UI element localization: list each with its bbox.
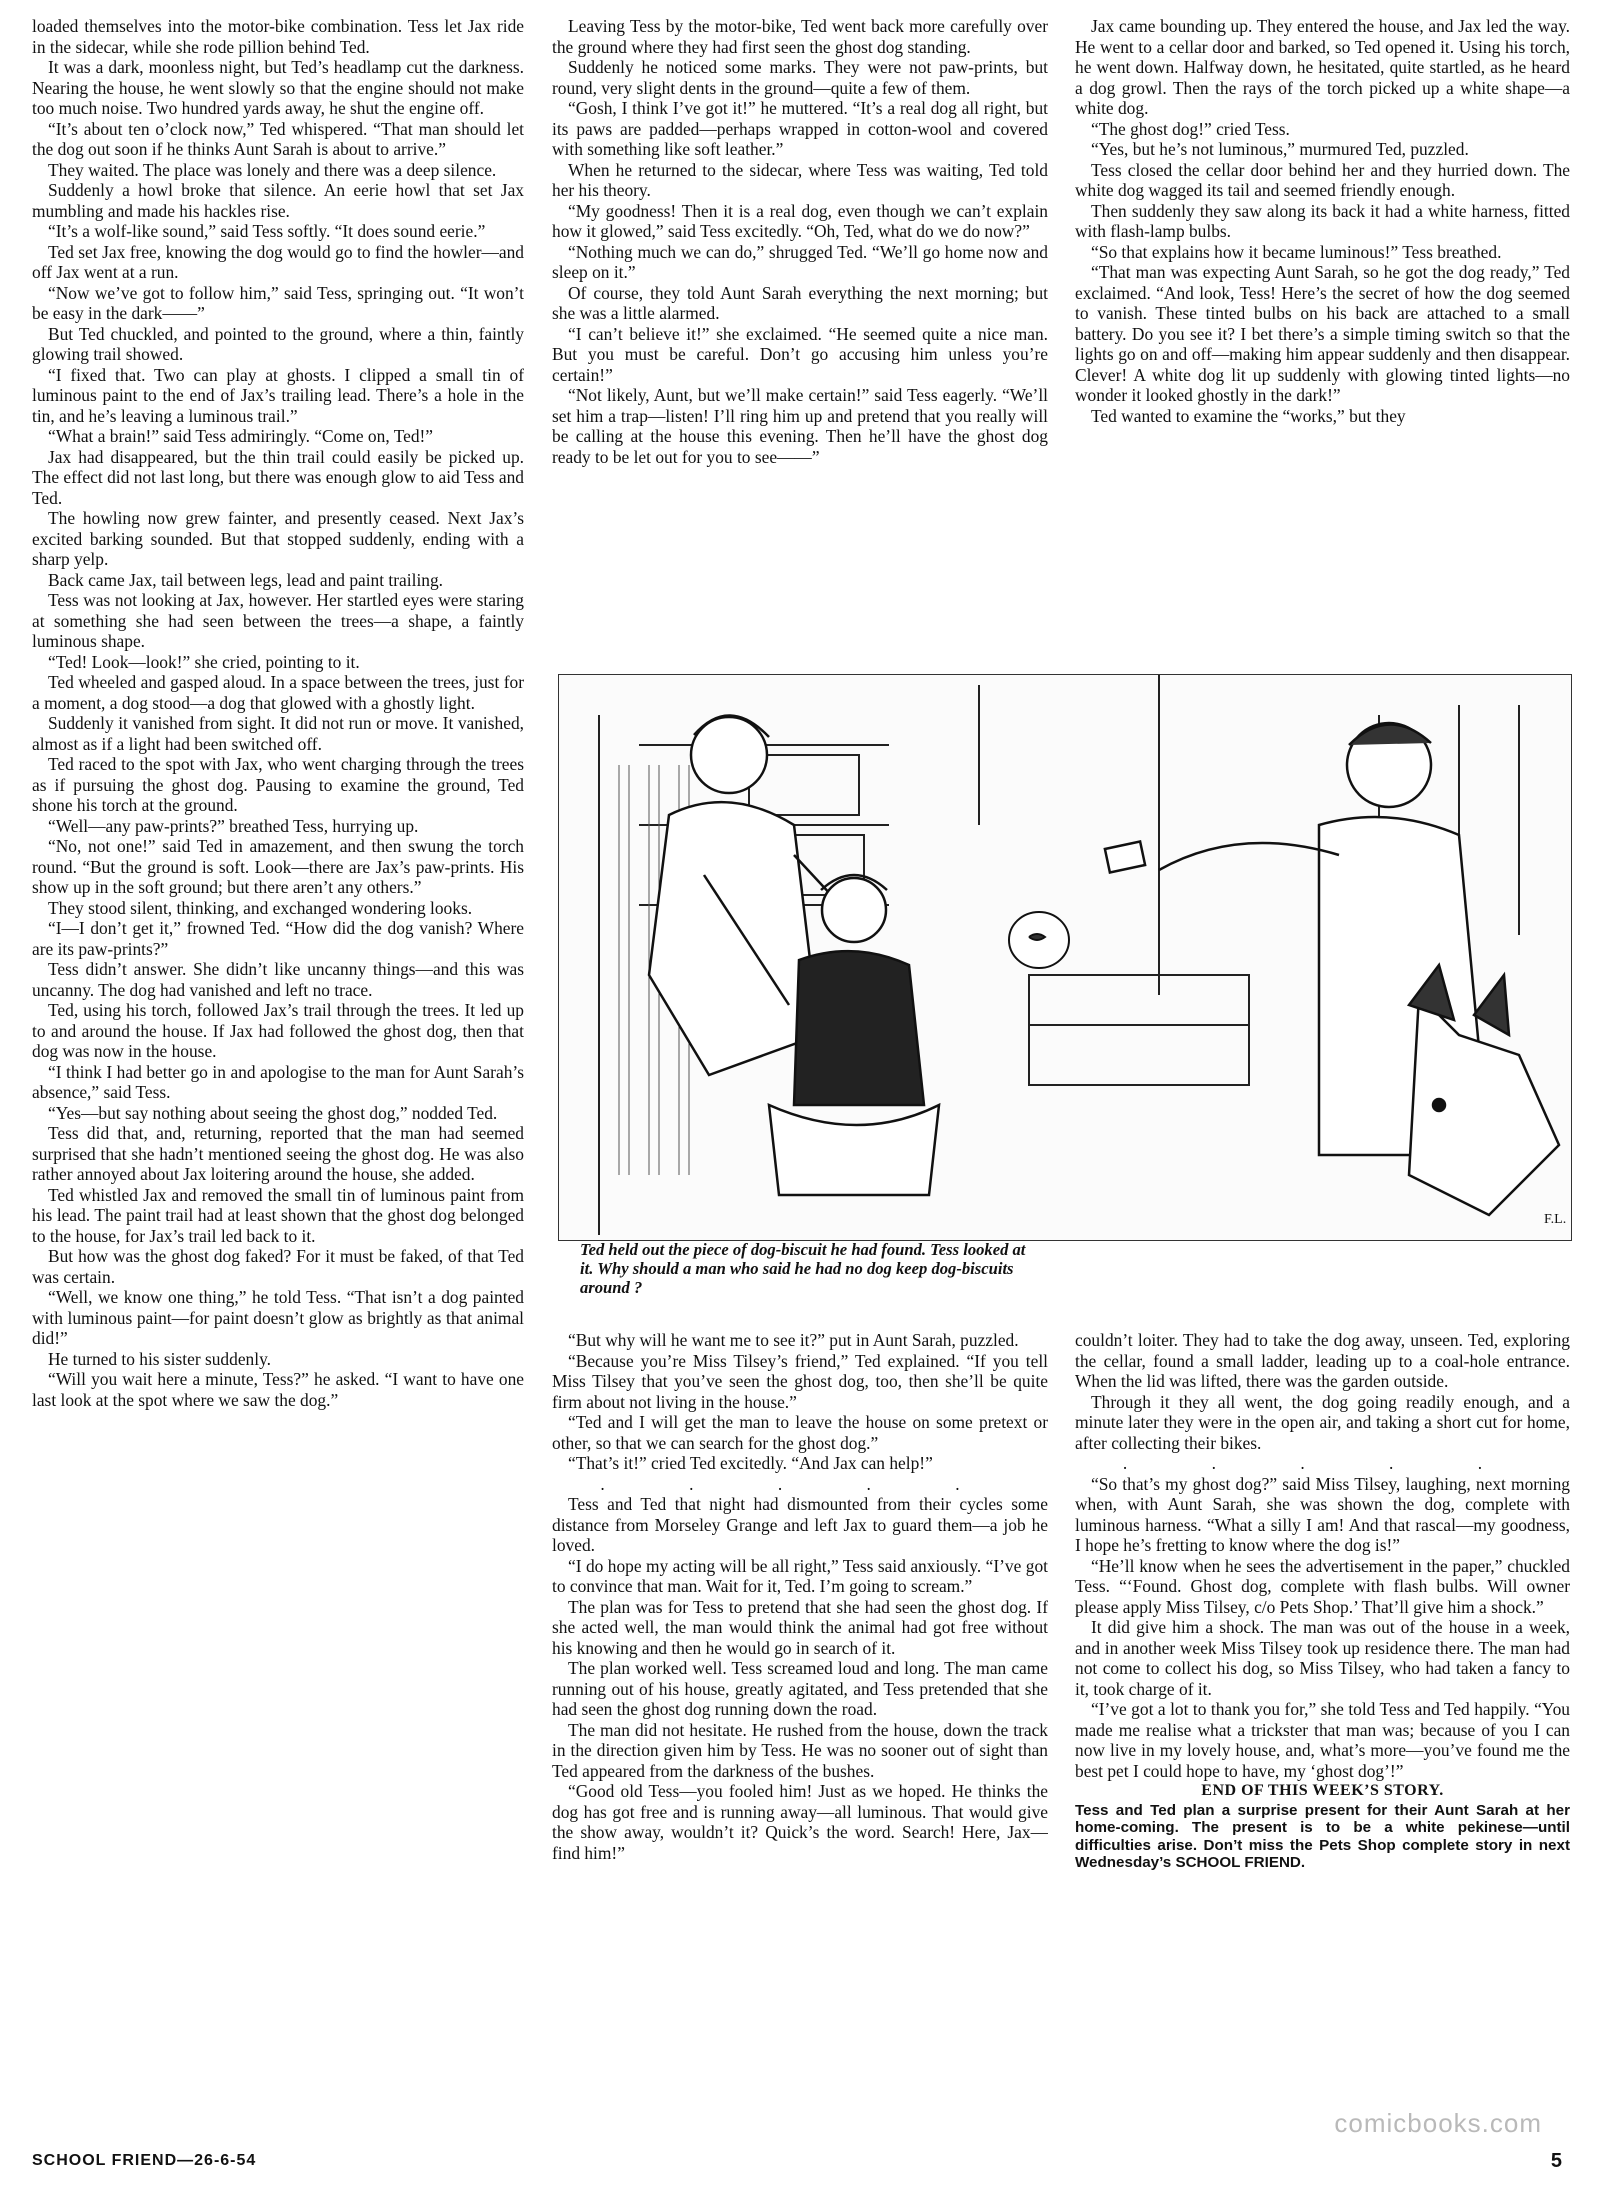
paragraph: “Well, we know one thing,” he told Tess. “That isn’t a dog painted with luminous paint—for paint doesn’t glow as brightly as that animal did!” [32, 1287, 524, 1348]
story-column-2-bottom [552, 1330, 1048, 2140]
paragraph: “Gosh, I think I’ve got it!” he muttered. “It’s a real dog all right, but its paws are padded—perhaps wrapped in cotton-wool and covered with something like soft leather.” [552, 98, 1048, 159]
next-week-teaser: Tess and Ted plan a surprise present for their Aunt Sarah at her home-coming. The present is to be a white pekinese—until difficulties arise. Don’t miss the Pets Shop complete story in next Wednesday’s SCHOOL FRIEND. [1075, 1801, 1570, 1871]
paragraph: Ted wanted to examine the “works,” but they [1091, 405, 1406, 426]
story-column-3-top [1075, 16, 1570, 672]
paragraph: Then suddenly they saw along its back it had a white harness, fitted with flash-lamp bulbs. [1075, 200, 1570, 241]
paragraph: “That’s it!” cried Ted excitedly. “And Jax can help!” [568, 1453, 933, 1473]
paragraph: couldn’t loiter. They had to take the dog away, unseen. Ted, exploring the cellar, found a small ladder, leading up to a coal-hole entrance. When the lid was lifted, there was the garden outside. [1075, 1330, 1570, 1391]
paragraph: Through it they all went, the dog going readily enough, and a minute later they were in the open air, and taking a short cut for home, after collecting their bikes. [1075, 1391, 1570, 1453]
watermark: comicbooks.com [1334, 2108, 1542, 2138]
paragraph: “Yes—but say nothing about seeing the ghost dog,” nodded Ted. [48, 1102, 498, 1123]
paragraph: The howling now grew fainter, and presently ceased. Next Jax’s excited barking sounded. But that stopped suddenly, ending with a sharp yelp. [32, 508, 524, 569]
paragraph: “I fixed that. Two can play at ghosts. I clipped a small tin of luminous paint to the end of Jax’s trailing lead. There’s a hole in the tin, and he’s leaving a luminous trail.” [32, 364, 524, 426]
paragraph: “Well—any paw-prints?” breathed Tess, hurrying up. [48, 815, 419, 836]
story-illustration [558, 674, 1572, 1241]
paragraph: Jax had disappeared, but the thin trail could easily be picked up. The effect did not last long, but there was enough glow to aid Tess and Ted. [32, 446, 524, 508]
paragraph: Suddenly a howl broke that silence. An eerie howl that set Jax mumbling and made his hackles rise. [32, 180, 524, 221]
paragraph: “That man was expecting Aunt Sarah, so he got the dog ready,” Ted exclaimed. “And look, Tess! Here’s the secret of how the dog seemed to vanish. These tinted bulbs on his back are attached to a small battery. Do you see it? I bet there’s a simple timing switch so that the lights go on and off—making him appear suddenly and then disappear. Clever! A white dog lit up suddenly with glowing tinted lights—no wonder it looked ghostly in the dark!” [1075, 262, 1570, 405]
paragraph: “It’s a wolf-like sound,” said Tess softly. “It does sound eerie.” [48, 221, 486, 241]
paragraph: loaded themselves into the motor-bike combination. Tess let Jax ride in the sidecar, while she rode pillion behind Ted. [32, 16, 524, 57]
paragraph: “Will you wait here a minute, Tess?” he asked. “I want to have one last look at the spot where we saw the dog.” [32, 1369, 524, 1410]
paragraph: But how was the ghost dog faked? For it must be faked, of that Ted was certain. [32, 1246, 524, 1287]
paragraph: Ted, using his torch, followed Jax’s trail through the trees. It led up to and around the house. If Jax had followed the ghost dog, then that dog was now in the house. [32, 1000, 524, 1061]
paragraph: Ted whistled Jax and removed the small tin of luminous paint from his lead. The paint trail had at least shown that the ghost dog belonged to the house, for Jax’s trail led back to it. [32, 1184, 524, 1246]
story-column-1 [32, 16, 524, 2131]
paragraph: Tess did that, and, returning, reported that the man had seemed surprised that she hadn’t mentioned seeing the ghost dog. He was also rather annoyed about Jax loitering around the house, she added. [32, 1123, 524, 1184]
paragraph: “Nothing much we can do,” shrugged Ted. “We’ll go home now and sleep on it.” [552, 241, 1048, 282]
paragraph: “So that explains how it became luminous!” Tess breathed. [1091, 241, 1502, 262]
paragraph: “The ghost dog!” cried Tess. [1091, 118, 1290, 139]
paragraph: Ted wheeled and gasped aloud. In a space between the trees, just for a moment, a dog stood—a dog that glowed with a ghostly light. [32, 672, 524, 713]
paragraph: “Ted! Look—look!” she cried, pointing to it. [48, 651, 360, 672]
paragraph: “No, not one!” said Ted in amazement, and then swung the torch round. “But the ground is soft. Look—there are Jax’s paw-prints. His show up in the soft ground; but there aren’t any others.” [32, 836, 524, 897]
magazine-footer: SCHOOL FRIEND—26-6-54 [32, 2152, 257, 2169]
paragraph: He turned to his sister suddenly. [48, 1348, 271, 1369]
paragraph: But Ted chuckled, and pointed to the ground, where a thin, faintly glowing trail showed. [32, 323, 524, 364]
section-break: . . . . . [1122, 1453, 1523, 1473]
paragraph: It did give him a shock. The man was out of the house in a week, and in another week Miss Tilsey took up residence there. The man had not come to collect his dog, so Miss Tilsey, who had taken a fancy to it, took charge of it. [1075, 1617, 1570, 1699]
paragraph: “Because you’re Miss Tilsey’s friend,” Ted explained. “If you tell Miss Tilsey that you’ve seen the ghost dog, too, then she’ll be quite firm about not living in the house.” [552, 1350, 1048, 1412]
section-break: . . . . . [600, 1473, 1000, 1494]
artist-signature: F.L. [1544, 1212, 1567, 1227]
paragraph: Back came Jax, tail between legs, lead and paint trailing. [48, 569, 444, 590]
paragraph: They stood silent, thinking, and exchanged wondering looks. [48, 897, 473, 918]
paragraph: Suddenly he noticed some marks. They were not paw-prints, but round, very slight dents in the ground—quite a few of them. [552, 57, 1048, 98]
paragraph: Ted set Jax free, knowing the dog would go to find the howler—and off Jax went at a run. [32, 241, 524, 282]
paragraph: Tess was not looking at Jax, however. Her startled eyes were staring at something she had seen between the trees—a shape, a faintly luminous shape. [32, 590, 524, 651]
story-column-2-top [552, 16, 1048, 672]
paragraph: “Ted and I will get the man to leave the house on some pretext or other, so that we can search for the ghost dog.” [552, 1412, 1048, 1453]
end-note: END OF THIS WEEK’S STORY. [1201, 1782, 1444, 1799]
paragraph: “Now we’ve got to follow him,” said Tess, springing out. “It won’t be easy in the dark——” [32, 282, 524, 323]
paragraph: “But why will he want me to see it?” put in Aunt Sarah, puzzled. [568, 1330, 1019, 1350]
page-number: 5 [1550, 2150, 1562, 2172]
paragraph: “What a brain!” said Tess admiringly. “Come on, Ted!” [48, 426, 434, 446]
paragraph: Jax came bounding up. They entered the house, and Jax led the way. He went to a cellar door and barked, so Ted opened it. Using his torch, he went down. Halfway down, he hesitated, quite startled, as he heard a dog growl. Then the rays of the torch picked up a white shape—a white dog. [1075, 16, 1570, 118]
paragraph: “My goodness! Then it is a real dog, even though we can’t explain how it glowed,” said Tess excitedly. “Oh, Ted, what do we do now?” [552, 200, 1048, 241]
paragraph: “I do hope my acting will be all right,” Tess said anxiously. “I’ve got to convince that man. Wait for it, Ted. I’m going to scream.” [552, 1555, 1048, 1596]
paragraph: “I’ve got a lot to thank you for,” she told Tess and Ted happily. “You made me realise what a trickster that man was; because of you I can now live in my lovely house, and, what’s more—you’ve found me the best pet I could hope to have, my ‘ghost dog’!” [1075, 1699, 1570, 1781]
paragraph: “He’ll know when he sees the advertisement in the paper,” chuckled Tess. “‘Found. Ghost dog, complete with flash bulbs. Will owner please apply Miss Tilsey, c/o Pets Shop.’ That’ll give him a shock.” [1075, 1555, 1570, 1617]
paragraph: They waited. The place was lonely and there was a deep silence. [48, 159, 497, 180]
story-column-3-bottom [1075, 1330, 1570, 2140]
paragraph: Ted raced to the spot with Jax, who went charging through the trees as if pursuing the ghost dog. Pausing to examine the ground, Ted shone his torch at the ground. [32, 754, 524, 815]
paragraph: When he returned to the sidecar, where Tess was waiting, Ted told her his theory. [552, 159, 1048, 200]
paragraph: Tess didn’t answer. She didn’t like uncanny things—and this was uncanny. The dog had vanished and left no trace. [32, 959, 524, 1000]
paragraph: Suddenly it vanished from sight. It did not run or move. It vanished, almost as if a light had been switched off. [32, 713, 524, 754]
paragraph: It was a dark, moonless night, but Ted’s headlamp cut the darkness. Nearing the house, he went slowly so that the engine should not make too much noise. Two hundred yards away, he shut the engine off. [32, 57, 524, 118]
paragraph: The plan was for Tess to pretend that she had seen the ghost dog. If she acted well, the man would think the animal had got free without his knowing and then he would go in search of it. [552, 1596, 1048, 1658]
paragraph: “I—I don’t get it,” frowned Ted. “How did the dog vanish? Where are its paw-prints?” [32, 918, 524, 959]
paragraph: Tess and Ted that night had dismounted from their cycles some distance from Morseley Grange and left Jax to guard them—a job he loved. [552, 1494, 1048, 1555]
paragraph: “Yes, but he’s not luminous,” murmured Ted, puzzled. [1091, 139, 1469, 159]
paragraph: “I can’t believe it!” she exclaimed. “He seemed quite a nice man. But you must be careful. Don’t go accusing him unless you’re certain!” [552, 323, 1048, 385]
paragraph: Leaving Tess by the motor-bike, Ted went back more carefully over the ground where they had first seen the ghost dog standing. [552, 16, 1048, 57]
paragraph: Tess closed the cellar door behind her and they hurried down. The white dog wagged its tail and seemed friendly enough. [1075, 159, 1570, 200]
paragraph: The plan worked well. Tess screamed loud and long. The man came running out of his house, greatly agitated, and Tess pretended that she had seen the ghost dog running down the road. [552, 1658, 1048, 1719]
paragraph: “So that’s my ghost dog?” said Miss Tilsey, laughing, next morning when, with Aunt Sarah, she was shown the dog, complete with luminous harness. “What a silly I am! And that rascal—my goodness, I hope he’s fretting to know where the dog is!” [1075, 1473, 1570, 1555]
paragraph: Of course, they told Aunt Sarah everything the next morning; but she was a little alarmed. [552, 282, 1048, 323]
paragraph: The man did not hesitate. He rushed from the house, down the track in the direction given him by Tess. He was no sooner out of sight than Ted appeared from the darkness of the bushes. [552, 1719, 1048, 1781]
paragraph: “Good old Tess—you fooled him! Just as we hoped. He thinks the dog has got free and is running away—all luminous. That would give the show away, wouldn’t it? Quick’s the word. Search! Here, Jax—find him!” [552, 1781, 1048, 1863]
paragraph: “It’s about ten o’clock now,” Ted whispered. “That man should let the dog out soon if he thinks Aunt Sarah is about to arrive.” [32, 118, 524, 159]
paragraph: “I think I had better go in and apologise to the man for Aunt Sarah’s absence,” said Tess. [32, 1061, 524, 1102]
illustration-caption: Ted held out the piece of dog-biscuit he had found. Tess looked at it. Why should a man who said he had no dog keep dog-biscuits around ? [580, 1240, 1026, 1297]
paragraph: “Not likely, Aunt, but we’ll make certain!” said Tess eagerly. “We’ll set him a trap—listen! I’ll ring him up and pretend that you really will be calling at the house this evening. Then he’ll have the ghost dog ready to be let out for you to see——” [552, 385, 1048, 467]
